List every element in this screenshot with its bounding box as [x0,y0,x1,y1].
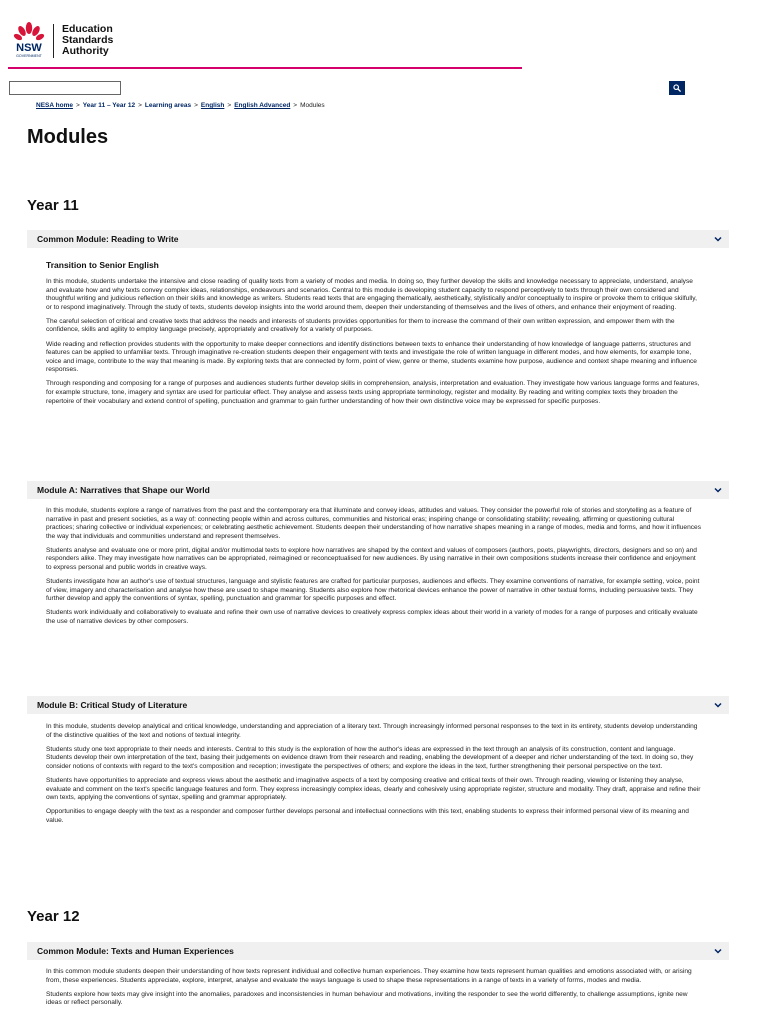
page-title: Modules [27,126,109,148]
year12-common-module-content [46,968,702,1013]
module-paragraph: The careful selection of critical and creative texts that address the needs and interests of students provides opportunities for them to increase the command of their own written expression, and empower them with the confidence, skills and agility to employ language precisely, appropriately and creatively for a variety of purposes. [46,317,675,334]
breadcrumb-separator: > [227,102,232,109]
accordion-title: Module A: Narratives that Shape our World [37,485,210,495]
chevron-down-icon [713,946,723,956]
org-name[interactable]: Education Standards Authority [62,23,114,57]
accordion-module-b-critical-study[interactable] [27,696,729,714]
module-paragraph: Students analyse and evaluate one or more print, digital and/or multimodal texts to explore how narratives are shaped by the context and values of composers (authors, poets, playwrights, directors, designers and so on) and responders alike. They may investigate how narratives can be appropriated, reimagined or reconceptualised for new audiences. By using narrative in their own compositions students increase their confidence and enjoyment to express personal and public worlds in creative ways. [46,546,697,572]
chevron-down-icon [713,234,723,244]
module-subtitle: Transition to Senior English [46,260,159,270]
nsw-label: NSW [16,42,42,54]
module-paragraph: Through responding and composing for a range of purposes and audiences students further develop skills in comprehension, analysis, interpretation and evaluation. They investigate how various language forms and features, for example structure, tone, imagery and syntax are used for particular effect. They analyse and assess texts using appropriate terminology, register and modality. By reading and writing complex texts they broaden the repertoire of their vocabulary and extend control of spelling, punctuation and grammar to gain further understanding of how their own distinctive voice may be expressed for specific purposes. [46,380,700,405]
search-button[interactable] [669,81,685,95]
breadcrumb-nesa-home[interactable]: NESA home [36,102,73,109]
site-header [0,0,768,70]
breadcrumb [36,102,325,109]
accordion-title: Module B: Critical Study of Literature [37,700,188,710]
accordion-title: Common Module: Reading to Write [37,234,179,244]
breadcrumb-year-11-12[interactable]: Year 11 – Year 12 [82,102,136,109]
breadcrumb-separator: > [194,102,198,109]
module-paragraph: In this module, students explore a range of narratives from the past and the contemporary era that illuminate and convey ideas, attitudes and values. They consider the powerful role of stories and storytelling as a feature of narrative in past and present societies, as a way of: connecting people within and across cultures, communities and historical eras; inspiring change or consolidating stability; revealing, affirming or questioning cultural practices; sharing collective or individual experiences; or celebrating aesthetic achievement. Students deepen their understanding of how narrative shapes meaning in a range of modes, media and forms, and how it influences the way that individuals and communities understand and represent themselves. [46,507,701,540]
search-input[interactable] [9,81,121,95]
breadcrumb-separator: > [138,102,142,109]
module-paragraph: Students explore how texts may give insight into the anomalies, paradoxes and inconsistencies in human behaviour and motivations, inviting the responder to see the world differently, to challenge assumptions, ignite new ideas or reflect personally. [46,990,688,1007]
module-paragraph: Students study one text appropriate to their needs and interests. Central to this study is the exploration of how the author's ideas are expressed in the text through an analysis of its construction, content and language. Students develop their own interpretation of the text, basing their judgements on evidence drawn from their research and reading, enabling the development of a deeper and richer understanding of the text. In doing so, they consider notions of contexts with regard to the text's composition and reception; investigate the perspectives of others; and explore the ideas in the text, further strengthening their personal perspective on the text. [46,745,694,770]
module-paragraph: In this common module students deepen their understanding of how texts represent individual and collective human experiences. They examine how texts represent human qualities and emotions associated with, or arising from, these experiences. Students appreciate, explore, interpret, analyse and evaluate the ways language is used to shape these representations in a range of texts in a variety of forms, modes and media. [46,968,692,984]
accordion-common-module-texts-human-experiences[interactable] [27,942,729,960]
breadcrumb-current-modules: Modules [300,102,325,109]
year-11-heading: Year 11 [27,197,79,214]
module-b-content [46,723,702,831]
breadcrumb-separator: > [75,102,80,109]
common-module-reading-to-write-content [46,260,702,412]
breadcrumb-english-advanced[interactable]: English Advanced [234,102,291,109]
header-accent-rule [8,67,522,69]
module-paragraph: Students investigate how an author's use of textual structures, language and stylistic features are crafted for particular purposes, audiences and effects. They examine conventions of narrative, for example setting, voice, point of view, imagery and characterisation and analyse how these are used to shape meaning. Students also explore how rhetorical devices enhance the power of narrative in other textual forms, including persuasive texts. They further develop and apply the conventions of syntax, spelling, punctuation and grammar for specific purposes and effect. [46,578,700,603]
accordion-common-module-reading-to-write[interactable] [27,230,729,248]
module-paragraph: In this module, students develop analytical and critical knowledge, understanding and appreciation of a literary text. Through increasingly informed personal responses to the text in its entirety, students develop understanding of the distinctive qualities of the text and notions of textual integrity. [46,723,698,739]
breadcrumb-separator: > [293,102,298,109]
chevron-down-icon [713,485,723,495]
government-label: GOVERNMENT [16,54,42,58]
module-a-content [46,507,702,632]
module-paragraph: Students have opportunities to appreciate and express views about the aesthetic and imaginative aspects of a text by composing creative and critical texts of their own. Through reading, viewing or listening they analyse, evaluate and comment on the text's specific language features and form. They express increasingly complex ideas, clearly and cohesively using appropriate register, structure and modality. They draft, appraise and refine their own texts, applying the conventions of syntax, spelling and grammar appropriately. [46,776,701,802]
logo-divider [53,24,54,58]
module-paragraph: In this module, students undertake the intensive and close reading of quality texts from a variety of modes and media. In doing so, they further develop the skills and knowledge necessary to appreciate, understand, analyse and evaluate how and why texts convey complex ideas, relationships, endeavours and scenarios. Central to this module is developing student capacity to respond perceptively to texts through their own considered and thoughtful writing and judicious reflection on their skills and knowledge as writers. Students read texts that are engaging thematically, aesthetically, stylistically and/or conceptually to inspire or provoke them to critique skilfully, or to respond imaginatively. Through the study of texts, students develop insights into the world around them, deepen their understanding of themselves and the lives of others, and enhance their enjoyment of reading. [46,278,697,311]
chevron-down-icon [713,700,723,710]
search-icon [673,84,681,92]
breadcrumb-learning-areas[interactable]: Learning areas [144,102,192,109]
module-paragraph: Opportunities to engage deeply with the text as a responder and composer further develops personal and intellectual connections with this text, enabling students to express their informed personal view of its meaning and value. [46,808,689,824]
module-paragraph: Wide reading and reflection provides students with the opportunity to make deeper connections and identify distinctions between texts to enhance their understanding of how knowledge of language patterns, structures and features can be applied to unfamiliar texts. Through imaginative re-creation students deepen their engagement with texts and investigate the role of written language in different modes, and how elements, for example tone, voice and image, contribute to the way that meaning is made. By exploring texts that are connected by form, point of view, genre or theme, students examine how purpose, audience and context shape meaning and influence responses. [46,340,697,374]
module-paragraph: Students work individually and collaboratively to evaluate and refine their own use of narrative devices to creatively express complex ideas about their world in a variety of modes for a range of purposes and critically evaluate the use of narrative devices by other composers. [46,609,698,626]
nsw-waratah-logo-icon[interactable] [12,20,46,58]
year-12-heading: Year 12 [27,908,80,925]
accordion-title: Common Module: Texts and Human Experiences [37,946,234,956]
accordion-module-a-narratives[interactable] [27,481,729,499]
breadcrumb-english[interactable]: English [200,102,225,109]
